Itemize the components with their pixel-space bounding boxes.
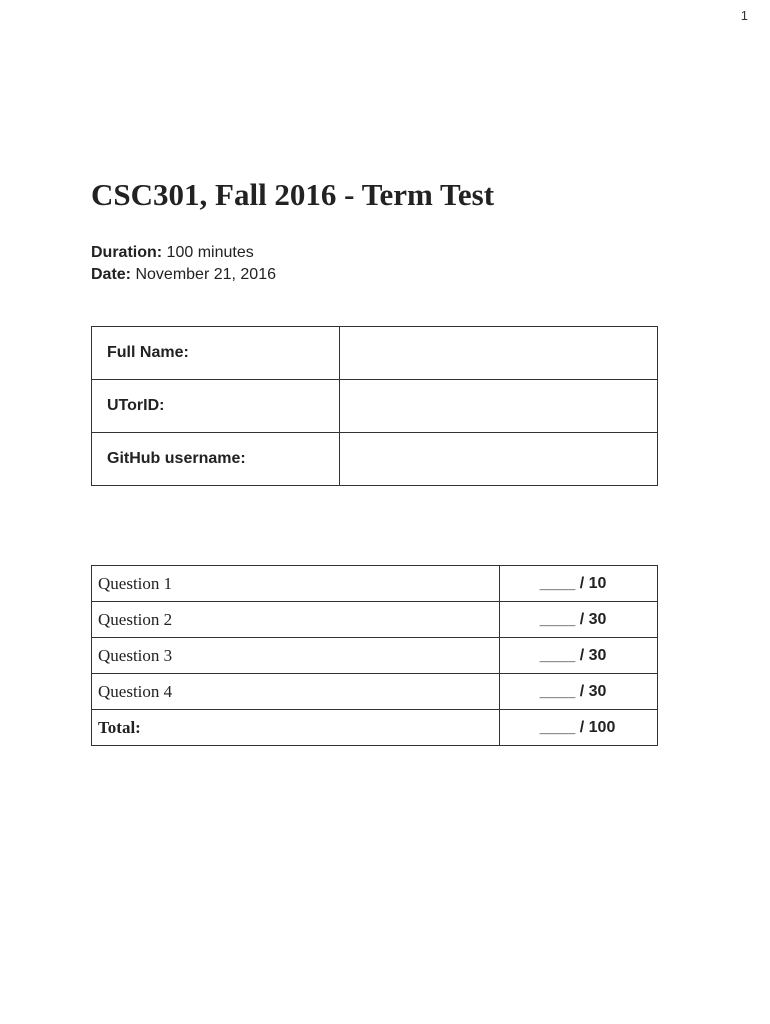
question-3-score: ____ / 30 [499, 638, 657, 674]
date-label: Date: [91, 266, 132, 283]
utorid-field[interactable] [340, 380, 658, 433]
github-username-field[interactable] [340, 433, 658, 486]
student-info-table [91, 326, 658, 486]
table-row [92, 433, 658, 486]
table-row [92, 566, 658, 602]
full-name-label: Full Name: [92, 327, 340, 380]
duration-line [91, 242, 276, 264]
question-2-label: Question 2 [92, 602, 500, 638]
exam-meta [91, 242, 276, 286]
total-label: Total: [92, 710, 500, 746]
table-row [92, 638, 658, 674]
duration-value: 100 minutes [162, 244, 254, 261]
question-2-score: ____ / 30 [499, 602, 657, 638]
date-line [91, 264, 276, 286]
question-1-score: ____ / 10 [499, 566, 657, 602]
utorid-label: UTorID: [92, 380, 340, 433]
date-value: November 21, 2016 [131, 266, 276, 283]
question-1-label: Question 1 [92, 566, 500, 602]
table-row [92, 602, 658, 638]
question-4-label: Question 4 [92, 674, 500, 710]
table-row [92, 380, 658, 433]
question-4-score: ____ / 30 [499, 674, 657, 710]
duration-label: Duration: [91, 244, 163, 261]
table-row [92, 674, 658, 710]
table-row [92, 710, 658, 746]
github-username-label: GitHub username: [92, 433, 340, 486]
page-title: CSC301, Fall 2016 - Term Test [91, 177, 495, 212]
page-number: 1 [740, 8, 748, 23]
question-3-label: Question 3 [92, 638, 500, 674]
score-table [91, 565, 658, 746]
total-score: ____ / 100 [499, 710, 657, 746]
full-name-field[interactable] [340, 327, 658, 380]
table-row [92, 327, 658, 380]
